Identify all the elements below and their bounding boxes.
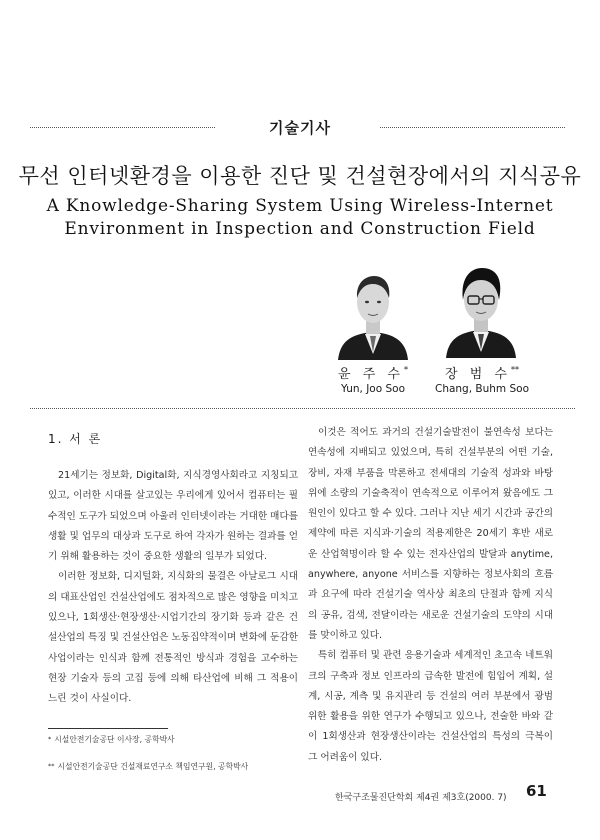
body-column-right (308, 423, 553, 768)
author-name-1-en: Yun, Joo Soo (341, 383, 405, 395)
title-english-line-1: A Knowledge-Sharing System Using Wireless-Internet (46, 196, 554, 216)
page-number: 61 (526, 782, 547, 800)
footnote-1: * 시설안전기술공단 이사장, 공학박사 (48, 735, 175, 744)
body-paragraph: 21세기는 정보화, Digital화, 지식경영사회라고 지칭되고 있고, 이러한 시대를 살고있는 우리에게 있어서 컴퓨터는 필수적인 도구가 되었으며 아울러 인터넷이라는 거대한 매다를 생활 및 업무의 대상과 도구로 하여 각자가 원하는 결과를 얻기 위해 활용하는 것이 중요한 생활의 일부가 되었다. (48, 470, 298, 563)
author-name-2-en: Chang, Buhm Soo (434, 383, 529, 395)
author-name-1-ko: 윤 주 수* (338, 365, 408, 382)
author-photo-1 (334, 262, 412, 360)
author-divider-rule (30, 408, 575, 409)
journal-citation: 한국구조물진단학회 제4권 제3호(2000. 7) (335, 793, 507, 803)
author-name-2-ko: 장 범 수** (445, 365, 519, 382)
author-photo-2 (442, 260, 520, 358)
footnote-2: ** 시설안전기술공단 건설재료연구소 책임연구원, 공학박사 (48, 762, 249, 771)
footnote-rule (48, 728, 168, 729)
body-paragraph: 이것은 적어도 과거의 건설기술발전이 불연속성 보다는 연속성에 지배되고 있었으며, 특히 건설부분의 어떤 기술, 장비, 자재 부품을 막론하고 전세대의 기술적 성과와 바탕 위에 소량의 기술축적이 연속적으로 이루어져 왔음에도 그 원인이 있다고 할 수 있다. 그러나 지난 세기 시간과 공간의 제약에 따른 지식과·기술의 적용제한은 20세기 후반 새로운 산업혁명이라 할 수 있는 전자산업의 발달과 anytime, anywhere, anyone 서비스를 지향하는 정보사회의 흐름과 요구에 따라 건설기술 역사상 최초의 단절과 함께 지식의 공유, 검색, 전달이라는 새로운 건설기술의 도약의 시대를 맞이하고 있다. (308, 427, 553, 641)
body-paragraph: 특히 컴퓨터 및 관련 응용기술과 세계적인 초고속 네트워크의 구축과 정보 인프라의 급속한 발전에 힘입어 계획, 설계, 시공, 계측 및 유지관리 등 건설의 여러 부분에서 광범위한 활용을 위한 연구가 수행되고 있으나, 전술한 바와 같이 1회생산과 현장생산이라는 건설산업의 특성의 극복이 그 어려움이 있다. (308, 650, 553, 763)
section-heading: 1. 서 론 (48, 432, 103, 446)
title-korean: 무선 인터넷환경을 이용한 진단 및 건설현장에서의 지식공유 (18, 164, 582, 188)
body-column-left (48, 466, 298, 710)
body-paragraph: 이러한 정보화, 디지털화, 지식화의 물결은 아날로그 시대의 대표산업인 건설산업에도 점차적으로 많은 영향을 미치고 있으나, 1회생산·현장생산·시업기간의 장기화 등과 같은 건설산업의 특징 및 건설산업은 노동집약적이며 변화에 둔감한 사업이라는 인식과 함께 전통적인 방식과 경험을 고수하는 현장 기술자 등의 고집 등에 의해 타산업에 비해 그 적용이 느린 것이 사실이다. (48, 571, 298, 705)
section-tag: 기술기사 (269, 119, 331, 137)
title-english-line-2: Environment in Inspection and Construction Field (64, 219, 536, 239)
